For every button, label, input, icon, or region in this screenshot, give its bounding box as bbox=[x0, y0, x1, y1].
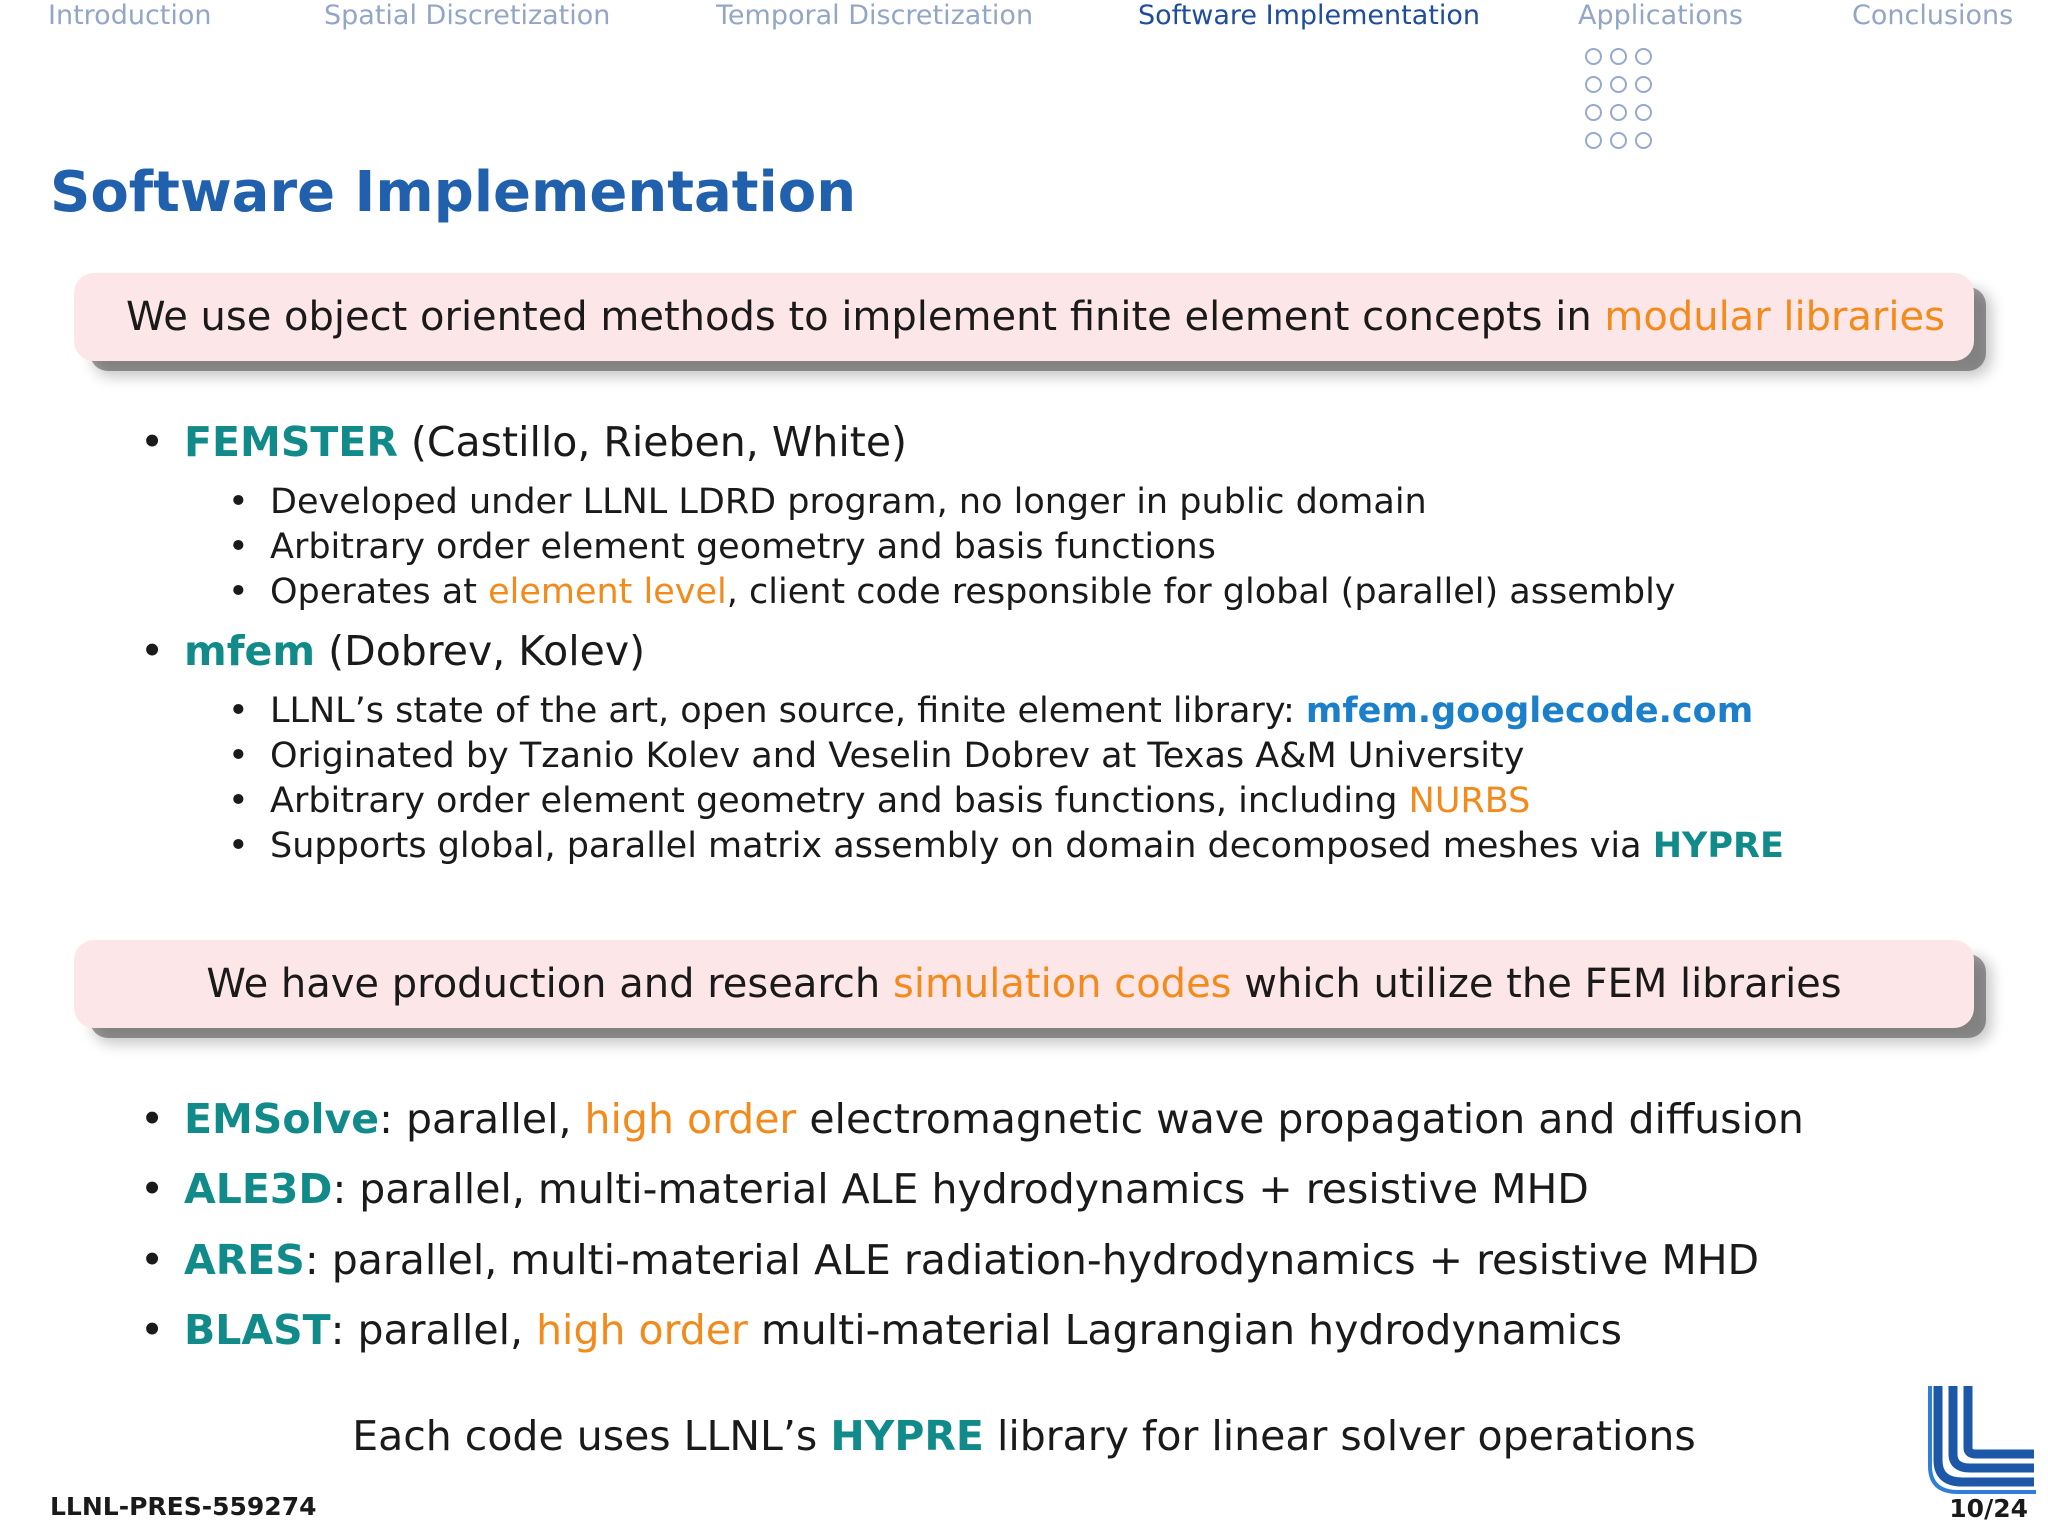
sub-bullet-text: Developed under LLNL LDRD program, no longer in public domain bbox=[270, 482, 1427, 522]
sub-bullet-text: Arbitrary order element geometry and basis functions bbox=[270, 527, 1216, 567]
hypre-text: HYPRE bbox=[830, 1412, 984, 1460]
sub-bullet-text: Originated by Tzanio Kolev and Veselin Dobrev at Texas A&M University bbox=[270, 736, 1525, 776]
bullet-icon: • bbox=[140, 1236, 165, 1284]
callout-text: which utilize the FEM libraries bbox=[1231, 961, 1842, 1007]
sub-bullet-text: , client code responsible for global (parallel) assembly bbox=[726, 572, 1676, 612]
bullet-icon: • bbox=[140, 627, 165, 675]
progress-dot[interactable] bbox=[1635, 132, 1652, 149]
slide-id: LLNL-PRES-559274 bbox=[50, 1492, 317, 1521]
progress-dot[interactable] bbox=[1585, 48, 1602, 65]
sub-bullet bbox=[228, 826, 1784, 866]
bullet-icon: • bbox=[140, 1095, 165, 1143]
bullet-icon: • bbox=[228, 781, 249, 821]
code-name: ARES bbox=[184, 1236, 305, 1284]
callout-highlight: simulation codes bbox=[892, 961, 1232, 1007]
progress-dot[interactable] bbox=[1635, 104, 1652, 121]
callout-text: We use object oriented methods to implement finite element concepts in bbox=[126, 294, 1605, 340]
sub-bullet-text: LLNL’s state of the art, open source, finite element library: bbox=[270, 691, 1306, 731]
sub-bullet bbox=[228, 527, 1216, 567]
library-item-mfem bbox=[140, 627, 645, 675]
nav-item-introduction[interactable]: Introduction bbox=[48, 0, 212, 31]
nav-item-applications[interactable]: Applications bbox=[1578, 0, 1743, 31]
code-description: electromagnetic wave propagation and diffusion bbox=[796, 1095, 1804, 1143]
nav-item-conclusions[interactable]: Conclusions bbox=[1852, 0, 2014, 31]
highlight-text: high order bbox=[536, 1306, 748, 1354]
progress-dot[interactable] bbox=[1610, 48, 1627, 65]
sub-bullet bbox=[228, 691, 1753, 731]
nav-item-software-implementation[interactable]: Software Implementation bbox=[1138, 0, 1480, 31]
page-number[interactable]: 10/24 bbox=[1949, 1494, 2028, 1523]
callout-box-codes bbox=[74, 940, 1974, 1028]
progress-dot[interactable] bbox=[1585, 76, 1602, 93]
nav-item-temporal-discretization[interactable]: Temporal Discretization bbox=[716, 0, 1034, 31]
progress-dot[interactable] bbox=[1610, 132, 1627, 149]
progress-dot[interactable] bbox=[1585, 132, 1602, 149]
sub-bullet bbox=[228, 781, 1530, 821]
code-description: : parallel, bbox=[330, 1306, 537, 1354]
bullet-icon: • bbox=[228, 736, 249, 776]
section-navigation bbox=[0, 0, 2048, 40]
callout-text: We have production and research bbox=[206, 961, 893, 1007]
code-item-emsolve bbox=[140, 1095, 1804, 1143]
sub-bullet bbox=[228, 482, 1427, 522]
code-item-ares bbox=[140, 1236, 1759, 1284]
bullet-icon: • bbox=[228, 572, 249, 612]
nav-item-spatial-discretization[interactable]: Spatial Discretization bbox=[324, 0, 611, 31]
bullet-icon: • bbox=[140, 1165, 165, 1213]
highlight-text: element level bbox=[488, 572, 727, 612]
code-name: EMSolve bbox=[184, 1095, 380, 1143]
progress-dot[interactable] bbox=[1585, 104, 1602, 121]
footer-note-text: Each code uses LLNL’s bbox=[352, 1412, 831, 1460]
code-name: ALE3D bbox=[184, 1165, 333, 1213]
llnl-logo bbox=[1928, 1386, 2038, 1494]
code-item-blast bbox=[140, 1306, 1622, 1354]
progress-dot[interactable] bbox=[1635, 76, 1652, 93]
code-description: multi-material Lagrangian hydrodynamics bbox=[747, 1306, 1623, 1354]
sub-bullet-text: Operates at bbox=[270, 572, 489, 612]
code-name: BLAST bbox=[184, 1306, 331, 1354]
progress-dot[interactable] bbox=[1635, 48, 1652, 65]
code-item-ale3d bbox=[140, 1165, 1589, 1213]
mfem-link[interactable]: mfem.googlecode.com bbox=[1305, 691, 1754, 731]
hypre-text: HYPRE bbox=[1652, 826, 1784, 866]
callout-highlight: modular libraries bbox=[1604, 294, 1945, 340]
bullet-icon: • bbox=[228, 482, 249, 522]
section-progress-dots bbox=[1585, 42, 1652, 154]
highlight-text: high order bbox=[584, 1095, 797, 1143]
bullet-icon: • bbox=[228, 826, 249, 866]
library-name: mfem bbox=[184, 627, 316, 675]
progress-dot[interactable] bbox=[1610, 76, 1627, 93]
sub-bullet-text: Supports global, parallel matrix assembly on domain decomposed meshes via bbox=[270, 826, 1653, 866]
code-description: : parallel, bbox=[379, 1095, 585, 1143]
bullet-icon: • bbox=[228, 527, 249, 567]
highlight-text: NURBS bbox=[1408, 781, 1531, 821]
bullet-icon: • bbox=[140, 1306, 165, 1354]
code-description: : parallel, multi-material ALE radiation-hydrodynamics + resistive MHD bbox=[304, 1236, 1760, 1284]
code-description: : parallel, multi-material ALE hydrodynamics + resistive MHD bbox=[332, 1165, 1589, 1213]
bullet-icon: • bbox=[140, 418, 165, 466]
footer-note-text: library for linear solver operations bbox=[983, 1412, 1696, 1460]
library-authors: (Dobrev, Kolev) bbox=[315, 627, 646, 675]
slide-title: Software Implementation bbox=[50, 160, 857, 225]
sub-bullet-text: Arbitrary order element geometry and basis functions, including bbox=[270, 781, 1409, 821]
library-item-femster bbox=[140, 418, 907, 466]
bullet-icon: • bbox=[228, 691, 249, 731]
sub-bullet bbox=[228, 572, 1676, 612]
library-authors: (Castillo, Rieben, White) bbox=[397, 418, 908, 466]
library-name: FEMSTER bbox=[184, 418, 398, 466]
sub-bullet bbox=[228, 736, 1524, 776]
callout-box-libraries bbox=[74, 273, 1974, 361]
footer-note bbox=[0, 1412, 2048, 1460]
progress-dot[interactable] bbox=[1610, 104, 1627, 121]
